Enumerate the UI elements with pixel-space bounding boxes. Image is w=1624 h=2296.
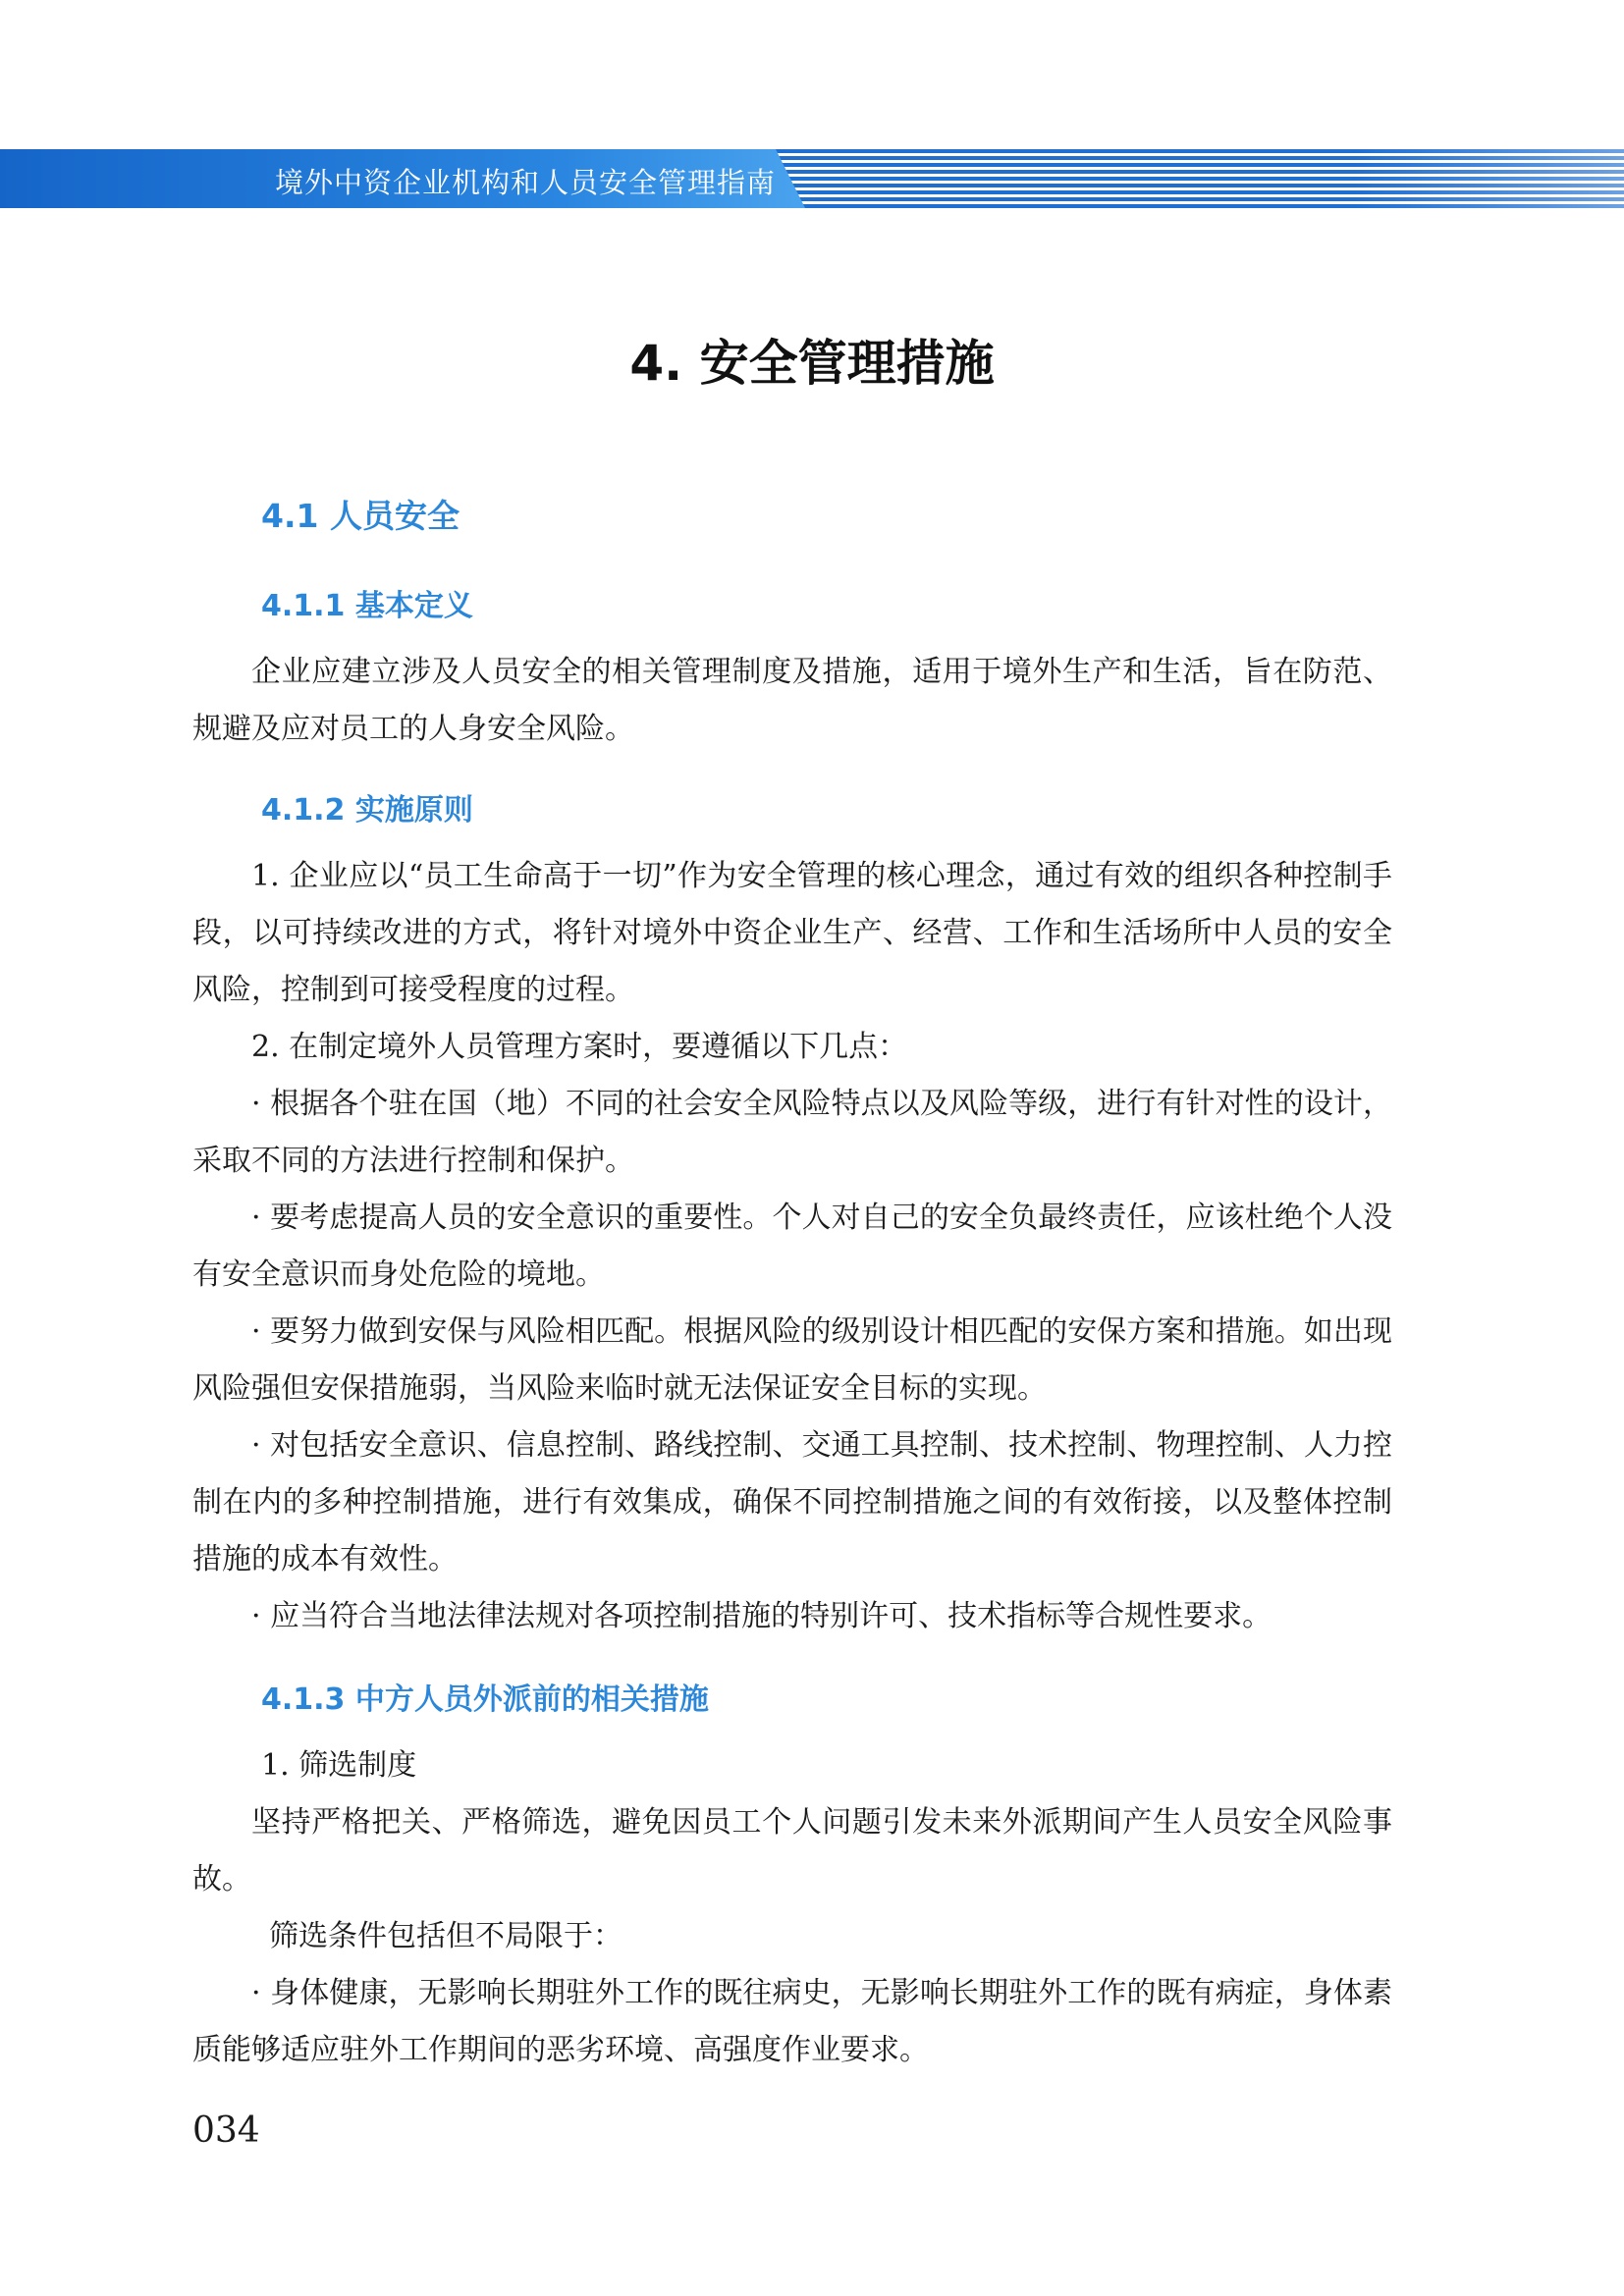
section-heading-4-1: 4.1 人员安全	[261, 497, 460, 535]
page-number: 034	[192, 2110, 260, 2151]
chapter-title: 4. 安全管理措施	[629, 335, 995, 392]
principle-bullet-3: · 要努力做到安保与风险相匹配。根据风险的级别设计相匹配的安保方案和措施。如出现风险强但安保措施弱，当风险来临时就无法保证安全目标的实现。	[192, 1314, 1392, 1406]
paragraph-basic-definition: 企业应建立涉及人员安全的相关管理制度及措施，适用于境外生产和生活，旨在防范、规避及应对员工的人身安全风险。	[192, 655, 1392, 746]
principle-item-2: 2. 在制定境外人员管理方案时，要遵循以下几点：	[251, 1030, 908, 1064]
principle-item-1: 1. 企业应以“员工生命高于一切”作为安全管理的核心理念，通过有效的组织各种控制手段，以可持续改进的方式，将针对境外中资企业生产、经营、工作和生活场所中人员的安全风险，控制到可接受程度的过程。	[192, 859, 1392, 1007]
header-banner	[0, 149, 1624, 208]
principle-bullet-1: · 根据各个驻在国（地）不同的社会安全风险特点以及风险等级，进行有针对性的设计，采取不同的方法进行控制和保护。	[192, 1087, 1392, 1178]
running-header-title: 境外中资企业机构和人员安全管理指南	[275, 166, 777, 199]
section-heading-4-1-3: 4.1.3 中方人员外派前的相关措施	[261, 1682, 709, 1717]
section-heading-4-1-2: 4.1.2 实施原则	[261, 793, 473, 828]
header-stripes-fade	[1355, 149, 1624, 208]
principle-bullet-5: · 应当符合当地法律法规对各项控制措施的特别许可、技术指标等合规性要求。	[251, 1599, 1272, 1633]
paragraph-screening: 坚持严格把关、严格筛选，避免因员工个人问题引发未来外派期间产生人员安全风险事故。	[192, 1805, 1392, 1896]
section-heading-4-1-1: 4.1.1 基本定义	[261, 589, 473, 623]
screening-bullet-health: · 身体健康，无影响长期驻外工作的既往病史，无影响长期驻外工作的既有病症，身体素质能够适应驻外工作期间的恶劣环境、高强度作业要求。	[192, 1976, 1392, 2067]
principle-bullet-2: · 要考虑提高人员的安全意识的重要性。个人对自己的安全负最终责任，应该杜绝个人没有安全意识而身处危险的境地。	[192, 1201, 1392, 1292]
screening-criteria-intro: 筛选条件包括但不局限于：	[269, 1919, 623, 1953]
principle-bullet-4: · 对包括安全意识、信息控制、路线控制、交通工具控制、技术控制、物理控制、人力控制在内的多种控制措施，进行有效集成，确保不同控制措施之间的有效衔接，以及整体控制措施的成本有效性。	[192, 1428, 1392, 1576]
screening-subtitle: 1. 筛选制度	[261, 1748, 417, 1783]
